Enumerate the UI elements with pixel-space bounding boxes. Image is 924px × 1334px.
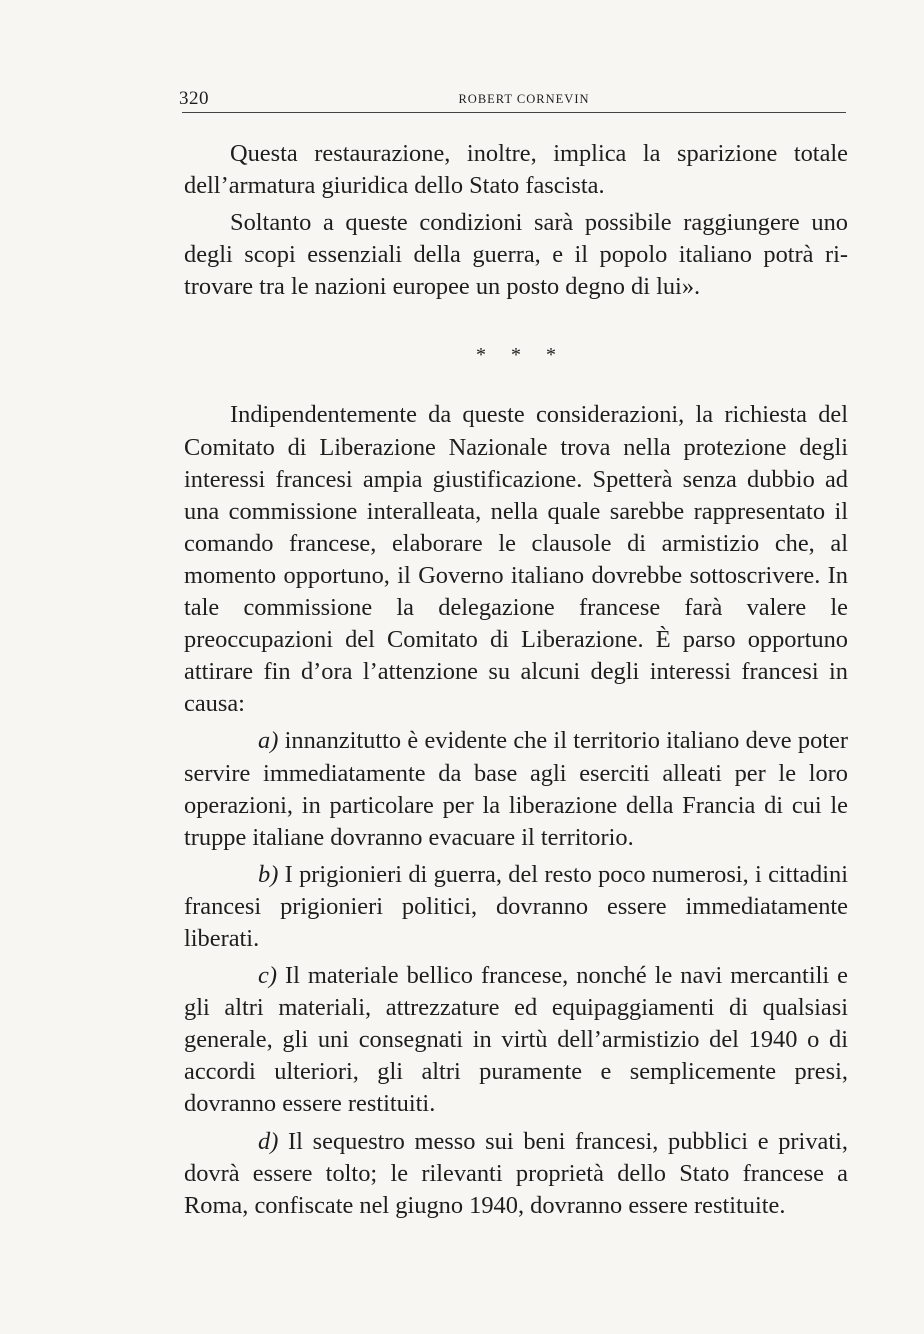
list-marker-d: d) <box>258 1127 279 1155</box>
paragraph-3: Indipendentemente da queste considerazioni, la richiesta del Comitato di Liberazione Nazionale trova nella protezione degli interessi francesi ampia giustificazione. Spetterà senza dubbio ad una commissione interalleata, nella quale sarebbe rappresentato il comando francese, elaborare le clausole di armistizio che, al momento opportuno, il Governo italiano dovrebbe sottoscrivere. In tale commissione la delegazione francese farà valere le preoccupazioni del Comitato di Liberazione. È parso opportuno attirare fin d’ora l’attenzione su alcuni degli interessi francesi in causa: <box>184 401 848 718</box>
running-head: ROBERT CORNEVIN <box>458 92 590 106</box>
page-number: 320 <box>179 88 209 109</box>
list-text-d: Il sequestro messo sui beni francesi, pubblici e privati, dovrà essere tolto; le rilevanti proprietà dello Stato francese a Roma, confiscate nel giugno 1940, dovranno essere restituite. <box>184 1127 848 1219</box>
paragraph-2: Soltanto a queste condizioni sarà possibile raggiungere uno degli scopi essenziali della guerra, e il popolo italiano potrà ritrovare tra le nazioni europee un posto degno di lui». <box>184 209 848 301</box>
list-text-a: innanzitutto è evidente che il territorio italiano deve poter servire immediatamente da base agli eserciti alleati per le loro operazioni, in particolare per la liberazione della Francia di cui le truppe italiane dovranno evacuare il territorio. <box>184 727 848 851</box>
list-marker-c: c) <box>258 962 277 990</box>
page-header <box>179 88 846 113</box>
list-marker-a: a) <box>258 727 279 755</box>
section-separator: * * * <box>476 344 566 367</box>
paragraph-1: Questa restaurazione, inoltre, implica la sparizione totale dell’armatura giuridica dello Stato fascista. <box>184 140 848 200</box>
body-text <box>184 138 848 1222</box>
list-text-b: I prigionieri di guerra, del resto poco numerosi, i cittadini francesi prigionieri politici, dovranno essere immediatamente liberati. <box>184 860 848 952</box>
list-text-c: Il materiale bellico francese, nonché le navi mercantili e gli altri materiali, attrezzature ed equipaggiamenti di qualsiasi generale, gli uni consegnati in virtù dell’armistizio del 1940 o di accordi ulteriori, gli altri puramente e semplicemente presi, dovranno essere restituiti. <box>184 962 848 1118</box>
list-marker-b: b) <box>258 860 279 888</box>
list-item-a <box>184 725 848 853</box>
list-item-d <box>184 1126 848 1222</box>
list-item-b <box>184 859 848 955</box>
list-item-c <box>184 960 848 1120</box>
